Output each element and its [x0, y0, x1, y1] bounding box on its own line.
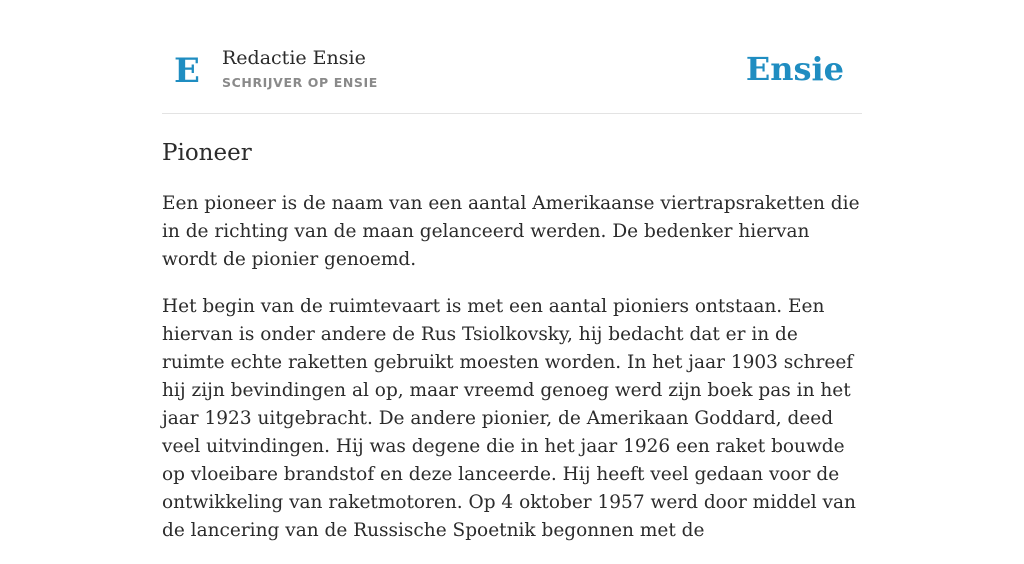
article-paragraph: Een pioneer is de naam van een aantal Amerikaanse viertrapsraketten die in de richting van de maan gelanceerd werden. De bedenker hiervan wordt de pionier genoemd.	[162, 193, 860, 270]
author-name[interactable]: Redactie Ensie	[222, 47, 366, 69]
author-header	[162, 0, 862, 114]
author-avatar[interactable]: E	[174, 51, 200, 91]
article-title: Pioneer	[162, 140, 252, 166]
author-role: SCHRIJVER OP ENSIE	[222, 75, 378, 90]
article-paragraph: Het begin van de ruimtevaart is met een aantal pioniers ontstaan. Een hiervan is onder andere de Rus Tsiolkovsky, hij bedacht dat er in de ruimte echte raketten gebruikt moesten worden. In het jaar 1903 schreef hij zijn bevindingen al op, maar vreemd genoeg werd zijn boek pas in het jaar 1923 uitgebracht. De andere pionier, de Amerikaan Goddard, deed veel uitvindingen. Hij was degene die in het jaar 1926 een raket bouwde op vloeibare brandstof en deze lanceerde. Hij heeft veel gedaan voor de ontwikkeling van raketmotoren. Op 4 oktober 1957 werd door middel van de lancering van de Russische Spoetnik begonnen met de	[162, 296, 856, 541]
ensie-logo[interactable]: Ensie	[745, 50, 844, 88]
article	[162, 136, 862, 564]
